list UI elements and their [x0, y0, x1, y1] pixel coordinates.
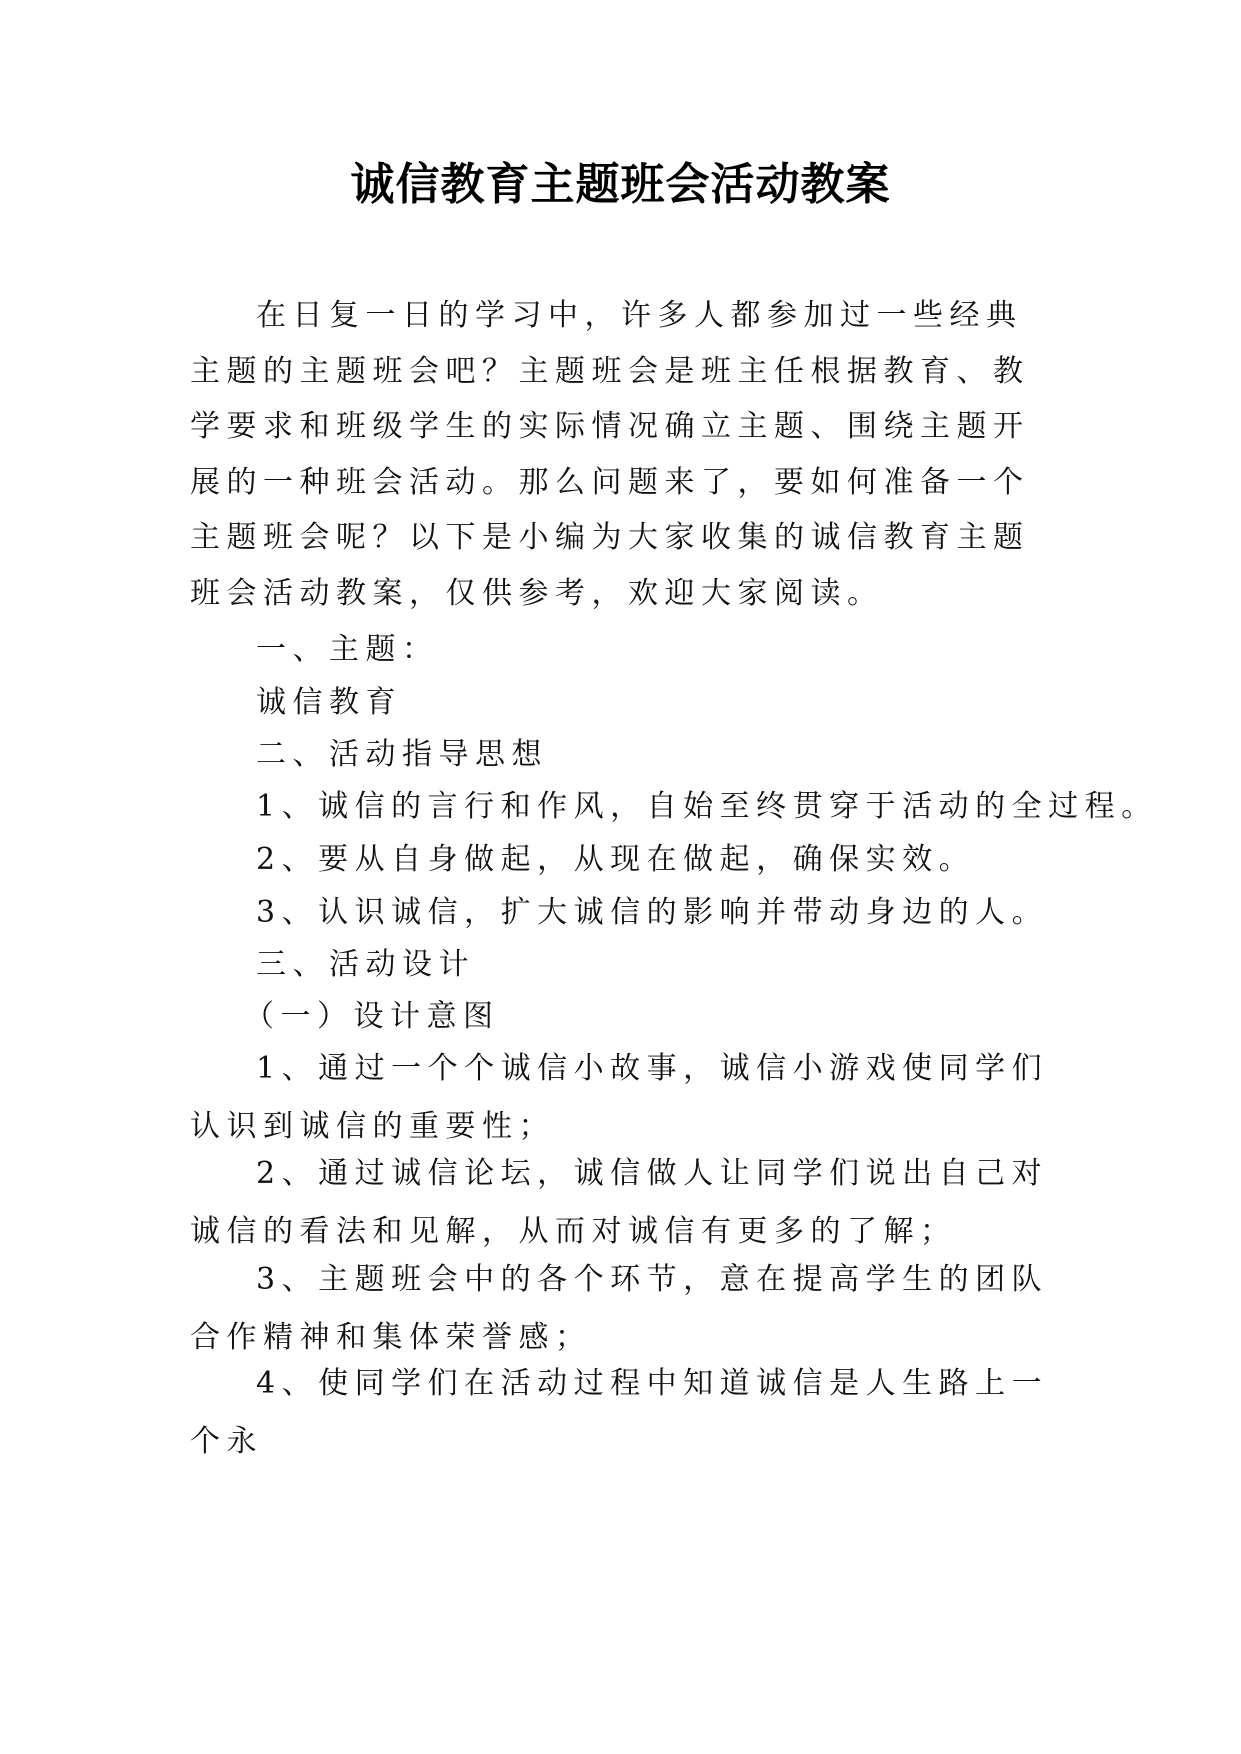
subsection-heading: （一）设计意图 — [244, 999, 500, 1034]
design-item: 2、通过诚信论坛，诚信做人让同学们说出自己对诚信的看法和见解，从而对诚信有更多的了解； — [190, 1156, 1049, 1249]
section-2-heading: 二、活动指导思想 — [256, 737, 548, 772]
section-3-heading: 三、活动设计 — [256, 947, 475, 982]
intro-paragraph: 在日复一日的学习中，许多人都参加过一些经典主题的主题班会吧？主题班会是班主任根据教育、教学要求和班级学生的实际情况确立主题、围绕主题开展的一种班会活动。那么问题来了，要如何准备一个主题班会呢？以下是小编为大家收集的诚信教育主题班会活动教案，仅供参考，欢迎大家阅读。 — [190, 298, 1030, 611]
section-2-item: 2、要从自身做起，从现在做起，确保实效。 — [256, 842, 976, 877]
section-1-heading: 一、主题： — [256, 632, 439, 667]
design-item: 4、使同学们在活动过程中知道诚信是人生路上一个永 — [190, 1366, 1049, 1459]
section-2-item: 1、诚信的言行和作风，自始至终贯穿于活动的全过程。 — [256, 789, 1158, 824]
section-1-content: 诚信教育 — [256, 685, 402, 720]
design-item: 1、通过一个个诚信小故事，诚信小游戏使同学们认识到诚信的重要性； — [190, 1051, 1049, 1144]
document-title: 诚信教育主题班会活动教案 — [350, 159, 891, 210]
design-item: 3、主题班会中的各个环节，意在提高学生的团队合作精神和集体荣誉感； — [190, 1262, 1049, 1355]
section-2-item: 3、认识诚信，扩大诚信的影响并带动身边的人。 — [256, 895, 1049, 930]
